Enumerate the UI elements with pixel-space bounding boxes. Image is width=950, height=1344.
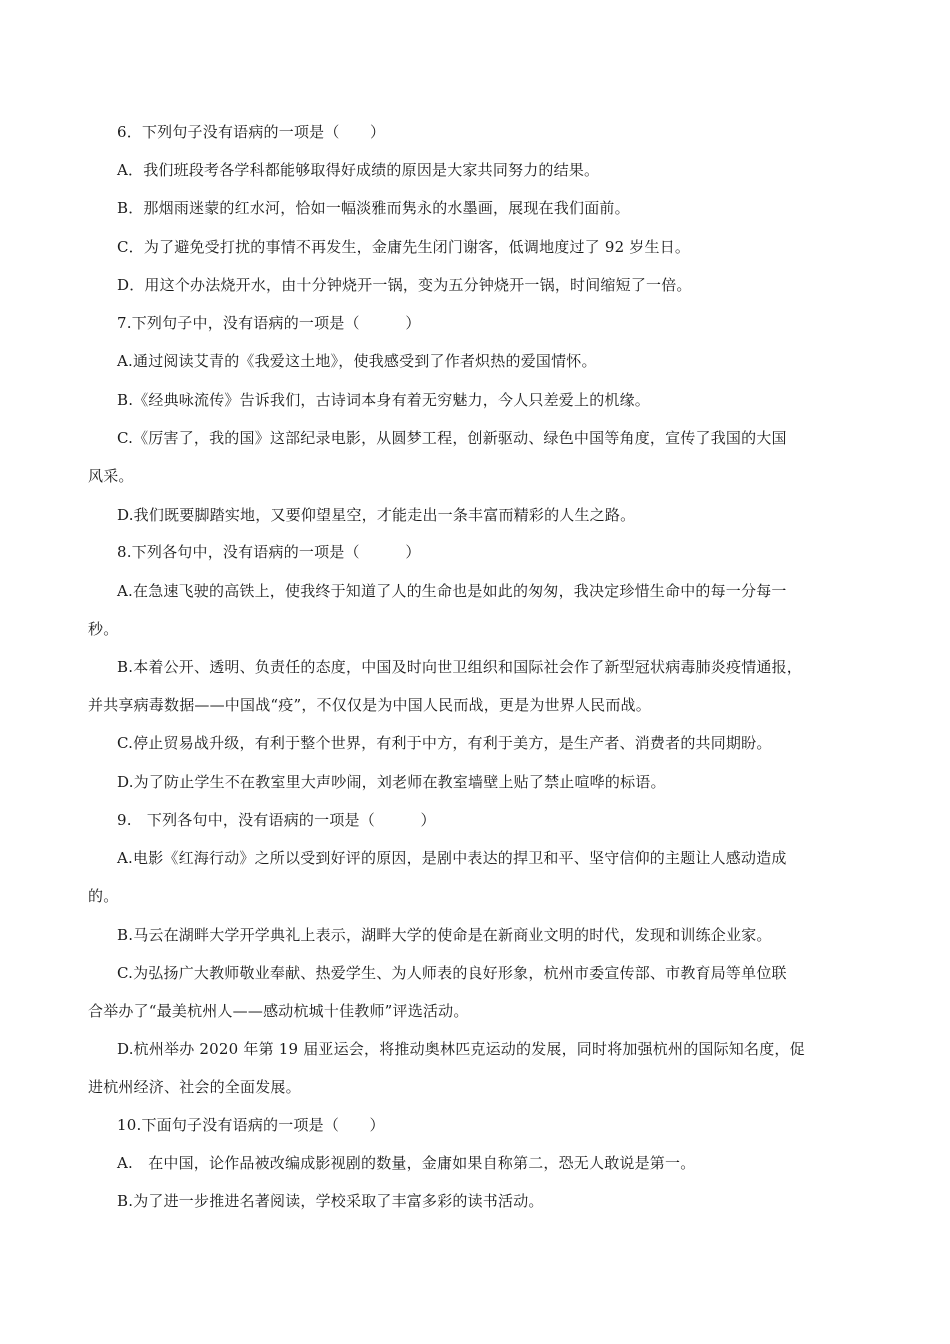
question-8-option-c: C.停止贸易战升级，有利于整个世界，有利于中方，有利于美方，是生产者、消费者的共同期盼。 bbox=[117, 734, 772, 752]
question-9-option-a-cont: 的。 bbox=[88, 887, 119, 905]
question-7-option-a: A.通过阅读艾青的《我爱这土地》，使我感受到了作者炽热的爱国情怀。 bbox=[117, 352, 597, 370]
question-10-option-a: A. 在中国，论作品被改编成影视剧的数量，金庸如果自称第二，恐无人敢说是第一。 bbox=[117, 1154, 696, 1172]
question-6-option-d: D．用这个办法烧开水，由十分钟烧开一锅，变为五分钟烧开一锅，时间缩短了一倍。 bbox=[117, 276, 692, 294]
question-7-option-c-cont: 风采。 bbox=[88, 467, 134, 485]
question-6-option-b: B．那烟雨迷蒙的红水河，恰如一幅淡雅而隽永的水墨画，展现在我们面前。 bbox=[117, 199, 630, 217]
question-9-option-d: D.杭州举办 2020 年第 19 届亚运会，将推动奥林匹克运动的发展，同时将加强杭州的国际知名度，促 bbox=[117, 1040, 805, 1058]
question-7-option-d: D.我们既要脚踏实地，又要仰望星空，才能走出一条丰富而精彩的人生之路。 bbox=[117, 506, 636, 524]
question-9-option-b: B.马云在湖畔大学开学典礼上表示，湖畔大学的使命是在新商业文明的时代，发现和训练企业家。 bbox=[117, 926, 772, 944]
question-6-option-c: C．为了避免受打扰的事情不再发生，金庸先生闭门谢客，低调地度过了 92 岁生日。 bbox=[117, 238, 691, 256]
question-8-option-b: B.本着公开、透明、负责任的态度，中国及时向世卫组织和国际社会作了新型冠状病毒肺炎疫情通报， bbox=[117, 658, 802, 676]
question-8-option-b-cont: 并共享病毒数据——中国战“疫”，不仅仅是为中国人民而战，更是为世界人民而战。 bbox=[88, 696, 651, 714]
question-9-option-d-cont: 进杭州经济、社会的全面发展。 bbox=[88, 1078, 301, 1096]
question-6-option-a: A．我们班段考各学科都能够取得好成绩的原因是大家共同努力的结果。 bbox=[117, 161, 600, 179]
question-9-stem: 9. 下列各句中，没有语病的一项是（ ） bbox=[117, 811, 436, 829]
question-7-stem: 7.下列句子中，没有语病的一项是（ ） bbox=[117, 314, 421, 332]
question-7-option-b: B.《经典咏流传》告诉我们，古诗词本身有着无穷魅力，今人只差爱上的机缘。 bbox=[117, 391, 650, 409]
question-8-option-a: A.在急速飞驶的高铁上，使我终于知道了人的生命也是如此的匆匆，我决定珍惜生命中的每一分每一 bbox=[117, 582, 787, 600]
question-9-option-a: A.电影《红海行动》之所以受到好评的原因，是剧中表达的捍卫和平、坚守信仰的主题让人感动造成 bbox=[117, 849, 787, 867]
question-10-option-b: B.为了进一步推进名著阅读，学校采取了丰富多彩的读书活动。 bbox=[117, 1192, 544, 1210]
question-8-option-a-cont: 秒。 bbox=[88, 620, 119, 638]
question-6-stem: 6．下列句子没有语病的一项是（ ） bbox=[117, 123, 386, 141]
question-9-option-c-cont: 合举办了“最美杭州人——感动杭城十佳教师”评选活动。 bbox=[88, 1002, 469, 1020]
question-8-stem: 8.下列各句中，没有语病的一项是（ ） bbox=[117, 543, 421, 561]
question-8-option-d: D.为了防止学生不在教室里大声吵闹，刘老师在教室墙壁上贴了禁止喧哗的标语。 bbox=[117, 773, 666, 791]
question-7-option-c: C.《厉害了，我的国》这部纪录电影，从圆梦工程，创新驱动、绿色中国等角度，宣传了我国的大国 bbox=[117, 429, 787, 447]
question-10-stem: 10.下面句子没有语病的一项是（ ） bbox=[117, 1116, 385, 1134]
question-9-option-c: C.为弘扬广大教师敬业奉献、热爱学生、为人师表的良好形象，杭州市委宣传部、市教育局等单位联 bbox=[117, 964, 787, 982]
